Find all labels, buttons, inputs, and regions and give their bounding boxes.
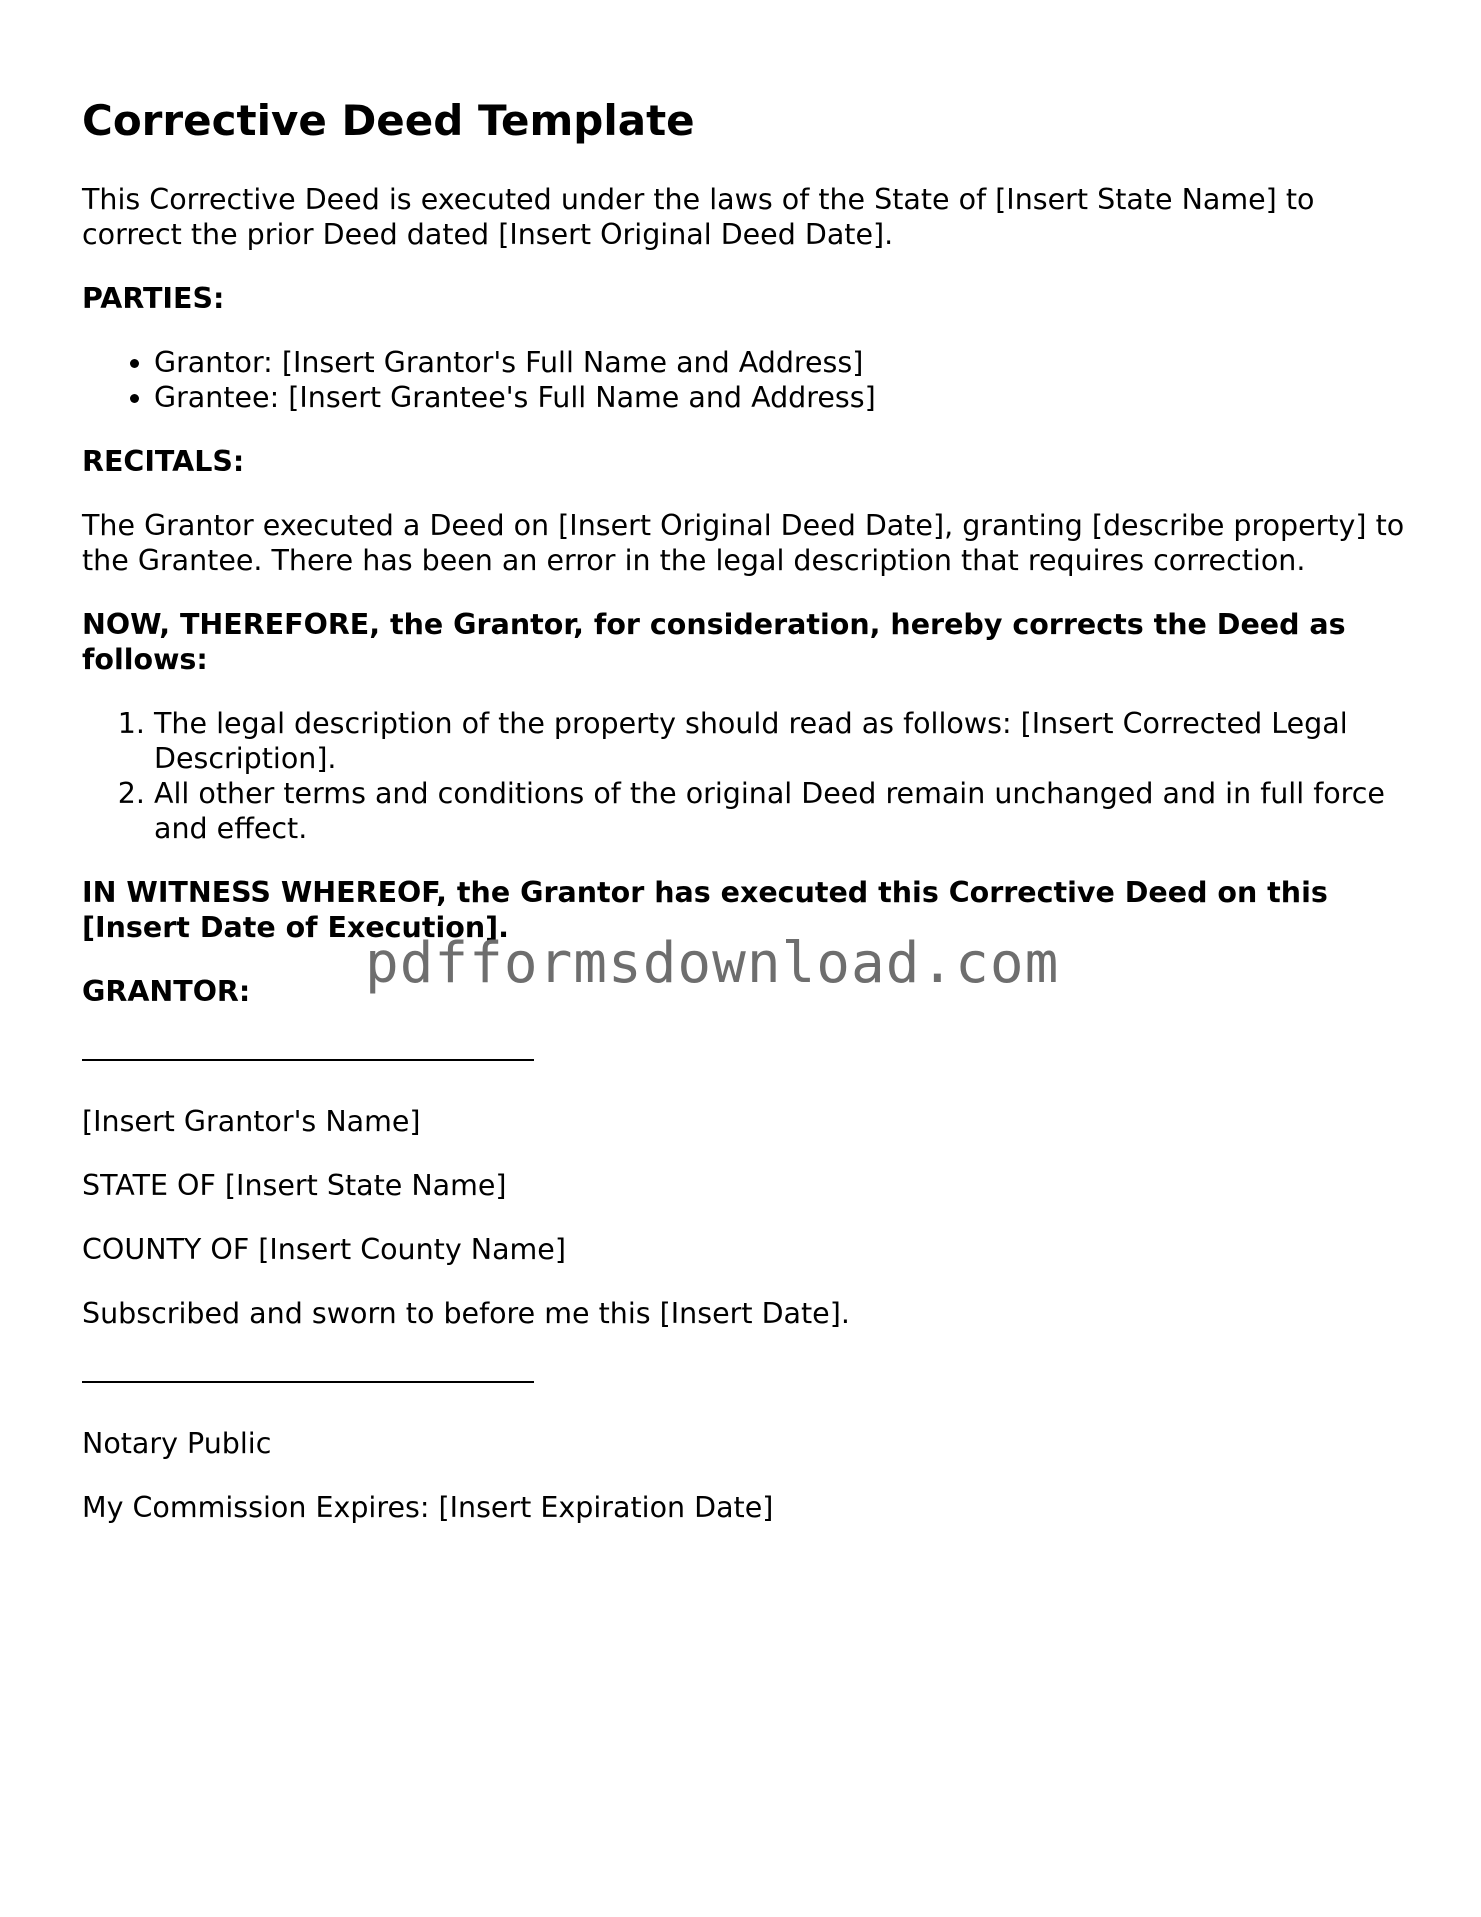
commission-expires: My Commission Expires: [Insert Expiration Date] bbox=[82, 1491, 774, 1524]
recitals-heading: RECITALS: bbox=[82, 445, 245, 478]
grantor-heading: GRANTOR: bbox=[82, 975, 251, 1008]
subscribed-statement: Subscribed and sworn to before me this [Insert Date]. bbox=[82, 1297, 850, 1330]
list-item-other-terms: 2. All other terms and conditions of the original Deed remain unchanged and in full force and effect. bbox=[154, 776, 1412, 846]
grantor-name: [Insert Grantor's Name] bbox=[82, 1105, 421, 1138]
county-of: COUNTY OF [Insert County Name] bbox=[82, 1233, 566, 1266]
watermark-text: pdfformsdownload.com bbox=[365, 931, 1060, 996]
recitals-paragraph: The Grantor executed a Deed on [Insert Original Deed Date], granting [describe property] to the Grantee. There has been an error in the legal description that requires correction. bbox=[82, 509, 1405, 577]
witness-paragraph: IN WITNESS WHEREOF, the Grantor has executed this Corrective Deed on this [Insert Date of Execution]. bbox=[82, 876, 1328, 944]
state-of: STATE OF [Insert State Name] bbox=[82, 1169, 507, 1202]
notary-public-label: Notary Public bbox=[82, 1427, 272, 1460]
therefore-heading: NOW, THEREFORE, the Grantor, for consideration, hereby corrects the Deed as follows: bbox=[82, 608, 1346, 676]
parties-list bbox=[82, 345, 1412, 415]
list-item-grantor: • Grantor: [Insert Grantor's Full Name and Address] bbox=[154, 345, 1412, 380]
notary-signature-line bbox=[82, 1381, 534, 1383]
list-item-grantee: • Grantee: [Insert Grantee's Full Name and Address] bbox=[154, 380, 1412, 415]
parties-heading: PARTIES: bbox=[82, 282, 225, 315]
document-title: Corrective Deed Template bbox=[82, 96, 695, 145]
grantor-signature-line bbox=[82, 1059, 534, 1061]
corrections-list bbox=[82, 706, 1412, 846]
intro-paragraph: This Corrective Deed is executed under the laws of the State of [Insert State Name] to correct the prior Deed dated [Insert Original Deed Date]. bbox=[82, 183, 1315, 251]
document-page bbox=[82, 96, 1412, 1554]
list-item-legal-description: 1. The legal description of the property should read as follows: [Insert Corrected Legal Description]. bbox=[154, 706, 1412, 776]
